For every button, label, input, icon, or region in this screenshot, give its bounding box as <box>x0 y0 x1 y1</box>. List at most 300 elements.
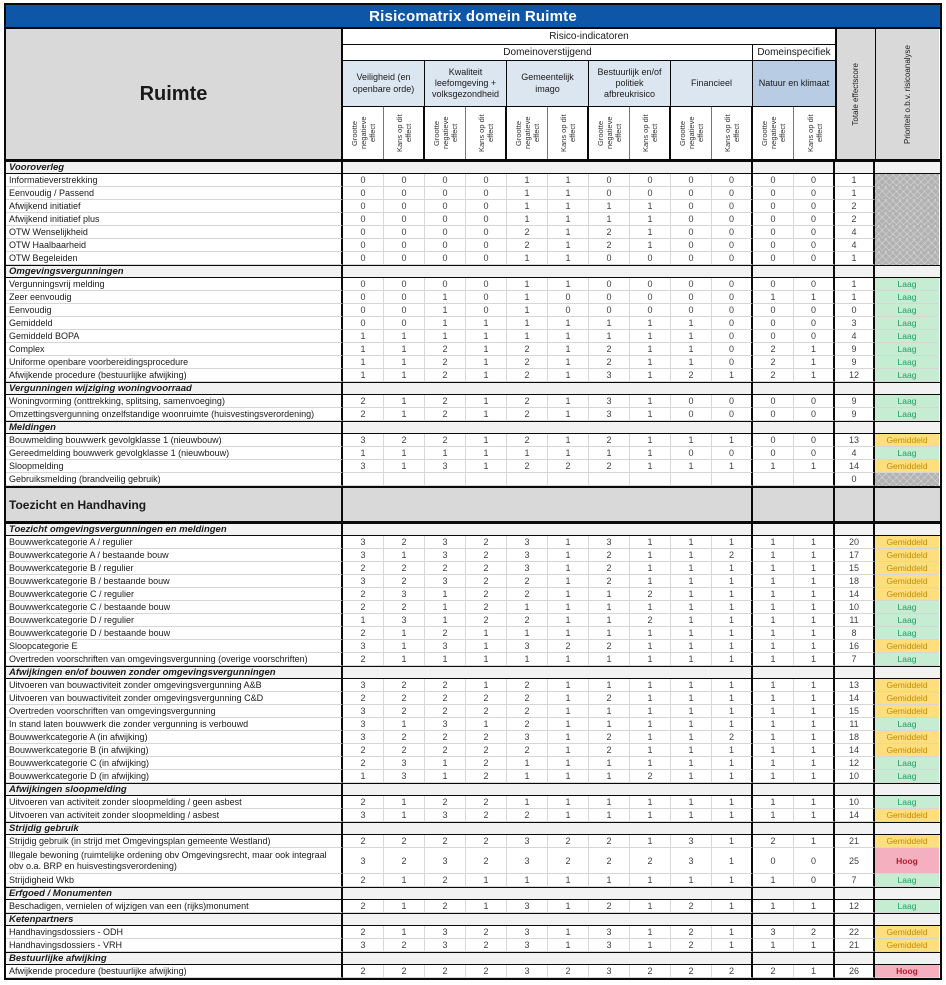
risk-score-cell: 2 <box>589 460 630 473</box>
risk-score-cell: 0 <box>753 408 794 421</box>
row-label: Bouwwerkcategorie A (in afwijking) <box>6 731 343 744</box>
risk-score-cell <box>466 473 507 486</box>
risk-score-cell: 1 <box>630 653 671 666</box>
risk-score-cell: 2 <box>630 848 671 874</box>
risk-score-cell: 0 <box>712 187 753 200</box>
risk-score-cell: 0 <box>384 317 425 330</box>
risk-score-cell: 2 <box>507 239 548 252</box>
risk-score-cell: 1 <box>794 900 835 913</box>
section-title: Omgevingsvergunningen <box>6 266 343 277</box>
risk-score-cell: 1 <box>384 395 425 408</box>
row-label: Bouwwerkcategorie C / bestaande bouw <box>6 601 343 614</box>
risk-score-cell: 2 <box>589 434 630 447</box>
risk-score-cell: 3 <box>343 809 384 822</box>
risk-score-cell: 0 <box>466 226 507 239</box>
section-filler <box>753 667 835 678</box>
row-label: Gebruiksmelding (brandveilig gebruik) <box>6 473 343 486</box>
risk-score-cell: 3 <box>753 926 794 939</box>
priority-badge: Laag <box>875 317 939 330</box>
risk-score-cell: 2 <box>507 369 548 382</box>
table-row <box>6 874 940 887</box>
risk-score-cell: 1 <box>630 460 671 473</box>
risk-score-cell: 3 <box>343 939 384 952</box>
risk-score-cell: 0 <box>794 174 835 187</box>
risk-score-cell: 1 <box>753 679 794 692</box>
risk-score-cell: 2 <box>712 731 753 744</box>
risk-score-cell: 2 <box>466 705 507 718</box>
priority-badge: Laag <box>875 330 939 343</box>
row-label: Bouwwerkcategorie B (in afwijking) <box>6 744 343 757</box>
risk-score-cell: 1 <box>384 627 425 640</box>
table-row <box>6 575 940 588</box>
risk-score-cell: 1 <box>425 601 466 614</box>
risk-score-cell: 1 <box>425 330 466 343</box>
risk-score-cell: 2 <box>384 939 425 952</box>
risk-score-cell: 1 <box>589 330 630 343</box>
total-score-cell: 15 <box>835 705 875 718</box>
risk-score-cell: 0 <box>630 278 671 291</box>
section-filler <box>835 162 875 173</box>
risk-score-cell: 1 <box>753 692 794 705</box>
risk-score-cell: 0 <box>630 174 671 187</box>
risk-score-cell: 0 <box>630 252 671 265</box>
risk-score-cell: 3 <box>425 460 466 473</box>
table-row <box>6 627 940 640</box>
risk-score-cell: 2 <box>425 395 466 408</box>
section-filler <box>875 823 939 834</box>
risk-score-cell: 0 <box>466 278 507 291</box>
risk-score-cell: 1 <box>671 575 712 588</box>
risk-score-cell: 1 <box>466 356 507 369</box>
risk-score-cell: 1 <box>753 718 794 731</box>
table-row <box>6 718 940 731</box>
total-score-cell: 3 <box>835 317 875 330</box>
section-filler <box>875 162 939 173</box>
risk-score-cell: 2 <box>671 939 712 952</box>
risk-score-cell: 1 <box>548 278 589 291</box>
risk-score-cell: 0 <box>589 187 630 200</box>
row-label: OTW Begeleiden <box>6 252 343 265</box>
risk-score-cell: 0 <box>671 408 712 421</box>
risk-score-cell: 2 <box>507 588 548 601</box>
risk-score-cell: 1 <box>630 601 671 614</box>
risk-score-cell: 2 <box>507 718 548 731</box>
section-filler <box>835 784 875 795</box>
risk-score-cell: 3 <box>425 549 466 562</box>
section-filler <box>875 667 939 678</box>
risk-score-cell: 1 <box>507 187 548 200</box>
risk-score-cell: 1 <box>753 705 794 718</box>
risk-score-cell: 0 <box>630 291 671 304</box>
risk-score-cell: 1 <box>384 640 425 653</box>
risk-score-cell: 1 <box>548 692 589 705</box>
risk-score-cell: 3 <box>343 549 384 562</box>
table-row <box>6 356 940 369</box>
section-filler <box>875 383 939 394</box>
table-row <box>6 460 940 473</box>
risk-score-cell: 1 <box>671 679 712 692</box>
risk-score-cell: 1 <box>630 939 671 952</box>
table-row <box>6 343 940 356</box>
risk-score-cell: 1 <box>794 705 835 718</box>
risk-score-cell: 1 <box>548 187 589 200</box>
risk-score-cell: 1 <box>548 809 589 822</box>
risk-score-cell: 1 <box>466 343 507 356</box>
risk-score-cell: 1 <box>384 900 425 913</box>
risk-score-cell: 2 <box>384 601 425 614</box>
section-filler <box>835 823 875 834</box>
risk-score-cell: 1 <box>794 369 835 382</box>
risk-score-cell: 0 <box>794 252 835 265</box>
risk-score-cell: 1 <box>343 369 384 382</box>
risk-score-cell: 2 <box>507 226 548 239</box>
category-row <box>343 61 835 107</box>
risk-score-cell: 0 <box>384 213 425 226</box>
risk-score-cell: 0 <box>712 408 753 421</box>
risk-score-cell: 0 <box>712 447 753 460</box>
risk-score-cell: 0 <box>753 395 794 408</box>
category-header: Gemeentelijk imago <box>507 61 589 107</box>
risk-score-cell: 1 <box>794 536 835 549</box>
risk-score-cell: 2 <box>507 434 548 447</box>
risk-score-cell: 3 <box>343 848 384 874</box>
total-score-cell: 25 <box>835 848 875 874</box>
risk-score-cell: 0 <box>794 304 835 317</box>
risk-score-cell: 2 <box>425 874 466 887</box>
risk-score-cell: 2 <box>507 460 548 473</box>
risk-score-cell: 2 <box>343 757 384 770</box>
risk-score-cell: 1 <box>384 796 425 809</box>
risk-score-cell: 1 <box>630 200 671 213</box>
risk-score-cell: 1 <box>466 395 507 408</box>
risk-score-cell: 0 <box>384 291 425 304</box>
risk-score-cell: 1 <box>630 705 671 718</box>
risk-score-cell: 2 <box>343 653 384 666</box>
table-row <box>6 252 940 265</box>
risk-score-cell: 2 <box>466 744 507 757</box>
subheader-magnitude: Grootte negatieve effect <box>589 107 630 159</box>
risk-score-cell: 1 <box>794 356 835 369</box>
risk-score-cell: 1 <box>548 252 589 265</box>
section-filler <box>875 524 939 535</box>
risk-score-cell: 1 <box>466 408 507 421</box>
risk-score-cell: 0 <box>548 291 589 304</box>
risk-indicators-header: Risico-indicatoren <box>343 29 835 45</box>
risk-score-cell: 1 <box>794 343 835 356</box>
risk-score-cell: 1 <box>589 874 630 887</box>
table-row <box>6 226 940 239</box>
risk-score-cell: 1 <box>671 549 712 562</box>
risk-score-cell: 1 <box>548 213 589 226</box>
risk-score-cell: 2 <box>343 965 384 978</box>
risk-score-cell: 0 <box>589 291 630 304</box>
row-label: Handhavingsdossiers - VRH <box>6 939 343 952</box>
risk-score-cell: 1 <box>548 562 589 575</box>
row-label: Zeer eenvoudig <box>6 291 343 304</box>
priority-badge: Hoog <box>875 965 939 978</box>
total-score-cell: 1 <box>835 291 875 304</box>
domain-overarching-header: Domeinoverstijgend <box>343 45 753 61</box>
risk-score-cell: 2 <box>466 926 507 939</box>
risk-score-cell: 1 <box>589 796 630 809</box>
risk-score-cell: 1 <box>671 757 712 770</box>
section-header-row <box>6 161 940 174</box>
risk-score-cell: 1 <box>753 757 794 770</box>
risk-score-cell: 2 <box>589 848 630 874</box>
risk-score-cell: 0 <box>712 278 753 291</box>
risk-score-cell: 1 <box>712 900 753 913</box>
risk-score-cell: 1 <box>630 575 671 588</box>
total-score-cell: 12 <box>835 757 875 770</box>
risk-score-cell: 1 <box>753 809 794 822</box>
section-title: Erfgoed / Monumenten <box>6 888 343 899</box>
risk-score-cell: 1 <box>466 874 507 887</box>
total-score-cell: 1 <box>835 252 875 265</box>
risk-score-cell: 0 <box>343 226 384 239</box>
risk-score-cell: 3 <box>589 395 630 408</box>
risk-score-cell: 2 <box>384 692 425 705</box>
risk-score-cell: 0 <box>712 291 753 304</box>
risk-score-cell: 0 <box>384 304 425 317</box>
section-filler <box>875 914 939 925</box>
risk-score-cell: 1 <box>425 614 466 627</box>
risk-score-cell: 3 <box>507 549 548 562</box>
risk-score-cell: 2 <box>630 614 671 627</box>
priority-badge: Gemiddeld <box>875 679 939 692</box>
total-score-cell: 17 <box>835 549 875 562</box>
risk-score-cell: 2 <box>425 835 466 848</box>
section-filler <box>835 422 875 433</box>
risk-score-cell: 1 <box>671 770 712 783</box>
table-row <box>6 588 940 601</box>
risk-score-cell: 0 <box>712 356 753 369</box>
risk-score-cell: 2 <box>343 588 384 601</box>
risk-score-cell: 2 <box>507 679 548 692</box>
risk-score-cell: 2 <box>466 835 507 848</box>
risk-score-cell: 1 <box>794 796 835 809</box>
row-label: Bouwwerkcategorie D (in afwijking) <box>6 770 343 783</box>
section-filler <box>835 953 875 964</box>
total-score-cell: 4 <box>835 226 875 239</box>
row-label: Informatieverstrekking <box>6 174 343 187</box>
risk-score-cell: 0 <box>425 174 466 187</box>
priority-badge: Laag <box>875 343 939 356</box>
risk-score-cell: 2 <box>671 965 712 978</box>
risk-score-cell: 0 <box>712 200 753 213</box>
total-score-cell: 13 <box>835 679 875 692</box>
risk-score-cell: 1 <box>466 900 507 913</box>
risk-score-cell: 2 <box>425 692 466 705</box>
section-filler <box>753 266 835 277</box>
subheader-chance: Kans op dit effect <box>805 114 824 152</box>
risk-score-cell: 2 <box>507 356 548 369</box>
table-row <box>6 692 940 705</box>
total-score-cell: 16 <box>835 640 875 653</box>
risk-score-cell: 1 <box>589 213 630 226</box>
priority-cell-empty <box>875 174 939 187</box>
table-row <box>6 679 940 692</box>
risk-score-cell: 1 <box>671 343 712 356</box>
risk-score-cell: 0 <box>794 317 835 330</box>
risk-score-cell: 2 <box>466 757 507 770</box>
risk-score-cell: 1 <box>548 369 589 382</box>
priority-badge: Gemiddeld <box>875 731 939 744</box>
risk-score-cell: 3 <box>384 614 425 627</box>
risk-score-cell: 0 <box>753 330 794 343</box>
risk-score-cell: 1 <box>343 447 384 460</box>
risk-score-cell: 3 <box>507 848 548 874</box>
risk-score-cell: 3 <box>507 900 548 913</box>
risk-score-cell: 1 <box>712 627 753 640</box>
section-filler <box>835 524 875 535</box>
row-label: Vergunningsvrij melding <box>6 278 343 291</box>
risk-score-cell: 1 <box>548 614 589 627</box>
risk-score-cell: 1 <box>671 356 712 369</box>
risk-score-cell: 2 <box>589 575 630 588</box>
risk-score-cell: 2 <box>425 705 466 718</box>
risk-score-cell: 0 <box>343 291 384 304</box>
group-header-row <box>6 486 940 523</box>
table-row <box>6 549 940 562</box>
risk-score-cell: 0 <box>794 395 835 408</box>
total-score-cell: 22 <box>835 926 875 939</box>
risk-score-cell: 3 <box>384 588 425 601</box>
priority-badge: Gemiddeld <box>875 744 939 757</box>
group-header-filler <box>875 488 939 521</box>
risk-score-cell: 1 <box>384 447 425 460</box>
risk-score-cell: 2 <box>343 601 384 614</box>
total-score-cell: 4 <box>835 447 875 460</box>
risk-score-cell: 0 <box>343 304 384 317</box>
risk-score-cell: 1 <box>712 757 753 770</box>
risk-score-cell: 1 <box>548 627 589 640</box>
risk-score-cell: 1 <box>630 562 671 575</box>
total-score-cell: 9 <box>835 408 875 421</box>
risk-score-cell: 3 <box>343 640 384 653</box>
risk-score-cell: 2 <box>589 835 630 848</box>
row-label: Woningvorming (onttrekking, splitsing, samenvoeging) <box>6 395 343 408</box>
risk-score-cell: 1 <box>630 796 671 809</box>
row-label: Handhavingsdossiers - ODH <box>6 926 343 939</box>
risk-score-cell: 2 <box>384 575 425 588</box>
priority-badge: Laag <box>875 874 939 887</box>
risk-score-cell: 0 <box>589 278 630 291</box>
risk-score-cell: 1 <box>794 614 835 627</box>
risk-score-cell: 3 <box>507 965 548 978</box>
risk-score-cell: 1 <box>794 549 835 562</box>
risk-score-cell: 1 <box>753 874 794 887</box>
total-score-cell: 18 <box>835 731 875 744</box>
risk-score-cell: 2 <box>589 549 630 562</box>
risk-score-cell: 2 <box>343 796 384 809</box>
total-score-cell: 14 <box>835 809 875 822</box>
priority-badge: Laag <box>875 627 939 640</box>
risk-score-cell: 1 <box>589 679 630 692</box>
risk-score-cell: 1 <box>794 601 835 614</box>
total-score-cell: 2 <box>835 200 875 213</box>
risk-score-cell: 1 <box>630 226 671 239</box>
section-title: Toezicht omgevingsvergunningen en meldingen <box>6 524 343 535</box>
risk-score-cell: 1 <box>753 640 794 653</box>
section-filler <box>343 888 753 899</box>
risk-score-cell: 0 <box>425 187 466 200</box>
risk-score-cell: 1 <box>753 731 794 744</box>
risk-score-cell: 1 <box>753 575 794 588</box>
table-row <box>6 640 940 653</box>
risk-score-cell: 2 <box>712 965 753 978</box>
risk-score-cell: 2 <box>507 395 548 408</box>
risk-score-cell: 2 <box>507 343 548 356</box>
risk-score-cell: 2 <box>384 562 425 575</box>
total-score-cell: 1 <box>835 278 875 291</box>
subheader-chance: Kans op dit effect <box>466 107 507 159</box>
risk-score-cell: 1 <box>589 447 630 460</box>
risk-score-cell: 1 <box>794 744 835 757</box>
section-filler <box>875 953 939 964</box>
risk-score-cell: 0 <box>794 213 835 226</box>
risk-score-cell: 1 <box>753 460 794 473</box>
table-row <box>6 744 940 757</box>
total-score-cell: 7 <box>835 874 875 887</box>
risk-score-cell: 0 <box>794 408 835 421</box>
risk-score-cell: 2 <box>589 731 630 744</box>
risk-score-cell: 1 <box>630 757 671 770</box>
risk-score-cell: 2 <box>507 809 548 822</box>
risk-score-cell: 0 <box>466 252 507 265</box>
section-filler <box>875 422 939 433</box>
risk-score-cell: 1 <box>753 744 794 757</box>
risk-score-cell: 1 <box>548 536 589 549</box>
table-row <box>6 848 940 874</box>
risk-score-cell: 1 <box>712 460 753 473</box>
risk-score-cell: 0 <box>343 213 384 226</box>
risk-score-cell: 2 <box>343 926 384 939</box>
total-score-cell: 21 <box>835 835 875 848</box>
row-label: Afwijkende procedure (bestuurlijke afwijking) <box>6 369 343 382</box>
group-header-title: Toezicht en Handhaving <box>6 488 343 521</box>
risk-score-cell: 1 <box>507 213 548 226</box>
section-title: Afwijkingen en/of bouwen zonder omgevingsvergunningen <box>6 667 343 678</box>
priority-badge: Gemiddeld <box>875 562 939 575</box>
risk-score-cell: 1 <box>548 731 589 744</box>
group-header-filler <box>343 488 753 521</box>
total-score-cell: 4 <box>835 330 875 343</box>
risk-score-cell: 2 <box>630 770 671 783</box>
priority-badge: Laag <box>875 718 939 731</box>
section-title: Ketenpartners <box>6 914 343 925</box>
row-label: Bouwwerkcategorie A / bestaande bouw <box>6 549 343 562</box>
table-row <box>6 705 940 718</box>
risk-score-cell: 1 <box>548 770 589 783</box>
risk-score-cell: 2 <box>466 770 507 783</box>
total-score-header: Totale effectscore <box>835 29 875 159</box>
section-filler <box>753 888 835 899</box>
row-label: Bouwwerkcategorie C (in afwijking) <box>6 757 343 770</box>
table-row <box>6 809 940 822</box>
table-row <box>6 770 940 783</box>
risk-score-cell: 1 <box>794 291 835 304</box>
priority-badge: Gemiddeld <box>875 640 939 653</box>
risk-score-cell: 3 <box>343 705 384 718</box>
risk-score-cell: 0 <box>671 226 712 239</box>
section-filler <box>835 914 875 925</box>
risk-score-cell: 0 <box>753 239 794 252</box>
risk-score-cell <box>671 473 712 486</box>
risk-score-cell: 1 <box>712 536 753 549</box>
risk-score-cell: 2 <box>425 369 466 382</box>
risk-score-cell: 1 <box>671 744 712 757</box>
priority-badge: Laag <box>875 291 939 304</box>
